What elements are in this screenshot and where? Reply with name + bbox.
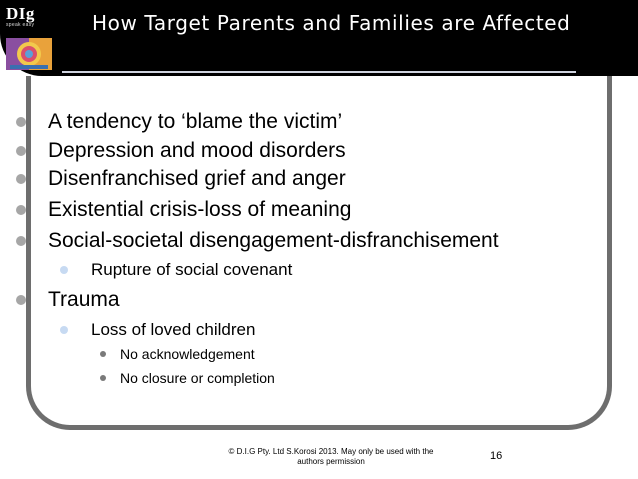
bullet-text: No closure or completion (120, 370, 275, 386)
bullet-text: Social-societal disengagement-disfranchisement (48, 229, 499, 252)
bullet-item (0, 139, 346, 163)
header-divider (62, 71, 576, 73)
bullet-text: Depression and mood disorders (48, 139, 346, 162)
bullet-text: Rupture of social covenant (91, 260, 293, 279)
bullet-text: Disenfranchised grief and anger (48, 167, 346, 190)
bullet-item (0, 198, 351, 222)
bullet-text: No acknowledgement (120, 346, 255, 362)
bullet-dot-icon (16, 205, 26, 215)
bullet-dot-icon (16, 117, 26, 127)
bullet-dot-icon (60, 326, 68, 334)
bullet-text: Trauma (48, 288, 120, 311)
bullet-text: Loss of loved children (91, 320, 256, 339)
bullet-dot-icon (100, 375, 106, 381)
sub-sub-bullet-item (0, 370, 275, 386)
bullet-dot-icon (16, 295, 26, 305)
bullet-dot-icon (16, 174, 26, 184)
sub-bullet-item (0, 320, 255, 340)
bullet-item (0, 229, 499, 253)
sub-sub-bullet-item (0, 346, 255, 362)
bullet-item (0, 167, 346, 191)
logo-text: DIg (6, 4, 35, 23)
slide-header (0, 0, 638, 76)
bullet-text: Existential crisis-loss of meaning (48, 198, 352, 221)
slide-title: How Target Parents and Families are Affected (92, 11, 571, 35)
company-logo (2, 2, 56, 72)
bullet-dot-icon (16, 146, 26, 156)
bullet-dot-icon (100, 351, 106, 357)
logo-sub-text: speak easy (6, 22, 35, 28)
copyright-footer: © D.I.G Pty. Ltd S.Korosi 2013. May only be used with the authors permission (228, 447, 434, 466)
page-number: 16 (490, 450, 503, 462)
bullet-dot-icon (16, 236, 26, 246)
bullet-dot-icon (60, 266, 68, 274)
spiral-logo-icon (2, 2, 56, 72)
sub-bullet-item (0, 260, 292, 280)
bullet-item (0, 288, 120, 312)
bullet-text: A tendency to ‘blame the victim’ (48, 110, 343, 133)
bullet-item (0, 110, 342, 134)
